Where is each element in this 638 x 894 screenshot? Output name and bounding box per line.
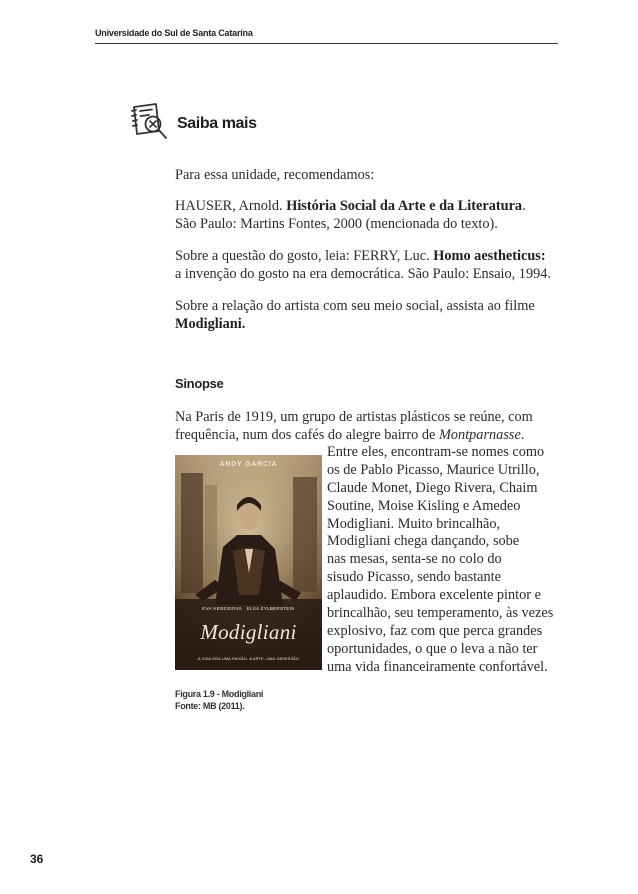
reference-hauser-publisher: São Paulo: Martins Fontes, 2000 (mencionada do texto). [175,216,498,232]
sinopse-heading: Sinopse [175,376,224,391]
running-header: Universidade do Sul de Santa Catarina [95,28,253,38]
reference-hauser-title: História Social da Arte e da Literatura [286,198,523,214]
sinopse-line-2 [175,426,524,444]
notebook-magnifier-icon [126,101,172,145]
sinopse-wrap-line: Modigliani chega dançando, sobe [327,533,520,550]
reference-ferry-title: Homo aestheticus: [433,248,546,264]
modigliani-poster [175,455,322,670]
sinopse-wrap-line: brincalhão, seu temperamento, às vezes [327,605,554,622]
film-recommendation: Sobre a relação do artista com seu meio social, assista ao filme [175,298,535,314]
sinopse-wrap-line: oportunidades, o que o leva a não ter [327,640,538,657]
saiba-mais-title: Saiba mais [177,115,257,132]
reference-hauser-end: . [522,198,526,214]
sinopse-wrap-line: aplaudido. Embora excelente pintor e [327,587,541,604]
sinopse-wrapped-text [327,444,553,677]
page-number: 36 [30,852,44,866]
sinopse-wrap-line: uma vida financeiramente confortável. [327,658,548,675]
film-title-text: Modigliani. [175,316,246,332]
intro-text: Para essa unidade, recomendamos: [175,167,375,183]
sinopse-wrap-line: nas mesas, senta-se no colo do [327,551,502,568]
sinopse-wrap-line: sisudo Picasso, sendo bastante [327,569,501,586]
reference-hauser [175,197,526,215]
sinopse-place: Montparnasse [438,427,521,443]
sinopse-line-2-text: frequência, num dos cafés do alegre bairro de [175,427,439,443]
poster-cast-1: EVA HERZIGOVA [202,606,242,611]
poster-actor: ANDY GARCIA [219,461,278,468]
figure-caption [175,688,263,712]
sinopse-wrap-line: Claude Monet, Diego Rivera, Chaim [327,479,538,496]
poster-tagline: A VIDA ERA UMA PAIXÃO. A ARTE, UMA OBSESSÃO [197,657,300,661]
header-rule [95,43,558,44]
poster-cast [175,606,322,612]
sinopse-wrap-line: os de Pablo Picasso, Maurice Utrillo, [327,461,540,478]
film-title [175,315,245,333]
sinopse-line-2-end: . [520,427,525,443]
reference-hauser-author: HAUSER, Arnold. [175,198,287,214]
sinopse-wrap-line: Entre eles, encontram-se nomes como [327,444,545,460]
reference-ferry-publisher: a invenção do gosto na era democrática. São Paulo: Ensaio, 1994. [175,266,551,282]
reference-ferry [175,247,546,265]
sinopse-wrap-line: Soutine, Moise Kisling e Amedeo [327,497,521,514]
poster-title: Modigliani [200,620,297,644]
sinopse-line-1: Na Paris de 1919, um grupo de artistas plásticos se reúne, com [175,409,533,425]
reference-ferry-intro: Sobre a questão do gosto, leia: FERRY, Luc. [175,248,434,264]
figure-caption-title: Figura 1.9 - Modigliani [175,689,264,699]
sinopse-wrap-line: explosivo, faz com que perca grandes [327,622,543,639]
figure-caption-source: Fonte: MB (2011). [175,701,245,711]
sinopse-wrap-line: Modigliani. Muito brincalhão, [327,515,501,532]
poster-cast-2: ELSA ZYLBERSTEIN [246,606,295,611]
